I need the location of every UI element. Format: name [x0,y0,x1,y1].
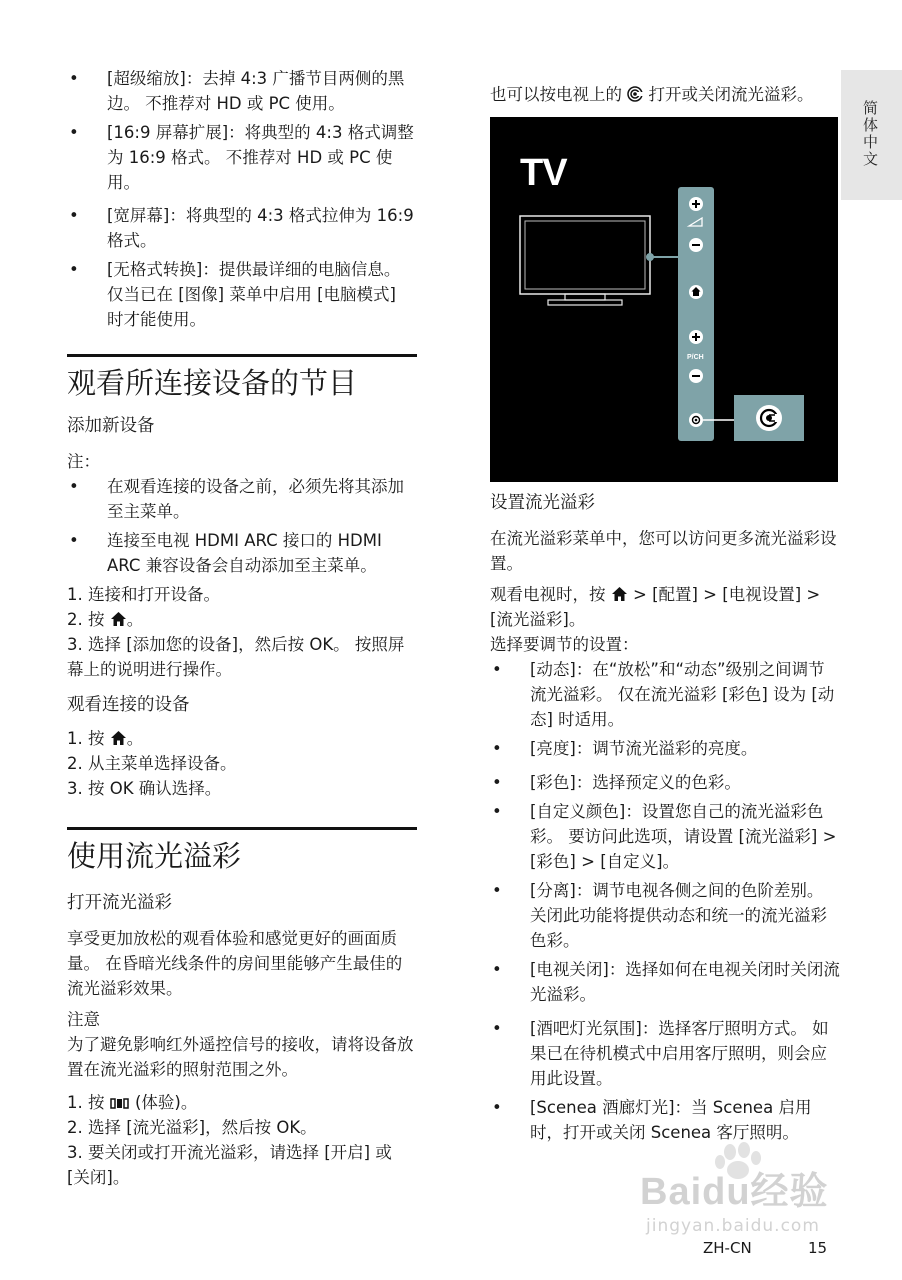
list-item: • 连接至电视 HDMI ARC 接口的 HDMI ARC 兼容设备会自动添加至主菜单。 [67,528,417,578]
watermark-brand: Baidu经验 [640,1171,829,1213]
step-text-part: 2. 按 [67,610,110,629]
tv-label: TV [520,152,567,194]
right-column [490,82,840,1149]
language-tab-label: 简体中文 [861,100,879,168]
step-text-part: 。 [126,729,144,748]
step-text: 2. 从主菜单选择设备。 [67,754,237,773]
channel-plus-icon [689,330,703,344]
experience-icon [110,1097,130,1110]
ambilight-settings-list [490,657,840,1145]
ambilight-button-small-icon [689,413,703,427]
paragraph-part: 观看电视时，按 [490,585,611,604]
caution-label: 注意 [67,1010,100,1029]
step-text [67,1090,417,1115]
tv-illustration [490,117,838,482]
list-item: • [自定义颜色]：设置您自己的流光溢彩色彩。 要访问此选项，请设置 [流光溢彩] > [彩色] > [自定义]。 [490,799,840,874]
note-label: 注： [67,452,100,471]
list-item: • [动态]：在“放松”和“动态”级别之间调节流光溢彩。 仅在流光溢彩 [彩色] 设为 [动态] 时适用。 [490,657,840,732]
paragraph-part: > [配置] > [电视设置] > [流光溢彩]。 [490,585,821,629]
watermark-url: jingyan.baidu.com [646,1216,820,1236]
subheading-watch-device: 观看连接的设备 [67,695,190,715]
subheading-ambilight-settings: 设置流光溢彩 [490,493,595,513]
step-text [67,726,417,751]
step-text-part: 。 [126,610,144,629]
list-item: • [超级缩放]：去掉 4:3 广播节目两侧的黑边。 不推荐对 HD 或 PC 使用。 [67,66,417,116]
list-item: • [宽屏幕]：将典型的 4:3 格式拉伸为 16:9 格式。 [67,203,417,253]
volume-plus-icon [689,197,703,211]
left-column [67,66,417,1190]
list-item: • [16:9 屏幕扩展]：将典型的 4:3 格式调整为 16:9 格式。 不推荐对 HD 或 PC 使用。 [67,120,417,195]
list-item: • 在观看连接的设备之前，必须先将其添加至主菜单。 [67,474,417,524]
page-number: 15 [808,1239,828,1257]
subheading-turn-on-ambilight: 打开流光溢彩 [67,893,172,913]
watermark [640,1150,850,1236]
section-title-connected-devices: 观看所连接设备的节目 [67,354,417,411]
step-text-part: (体验)。 [129,1093,198,1112]
list-item: • [分离]：调节电视各侧之间的色阶差别。 关闭此功能将提供动态和统一的流光溢彩色彩。 [490,878,840,953]
step-text-part: 1. 按 [67,729,110,748]
channel-minus-icon [689,369,703,383]
footer-lang: ZH-CN [703,1239,752,1257]
list-item: • [无格式转换]：提供最详细的电脑信息。 仅当已在 [图像] 菜单中启用 [电脑模式] 时才能使用。 [67,257,417,332]
step-text: 3. 按 OK 确认选择。 [67,779,222,798]
caution-text: 为了避免影响红外遥控信号的接收，请将设备放置在流光溢彩的照射范围之外。 [67,1035,414,1079]
aspect-format-list [67,66,417,332]
ambilight-icon [627,86,643,102]
paragraph-part: 也可以按电视上的 [490,85,628,104]
tv-stand [565,294,605,300]
step-text-part: 1. 按 [67,1093,110,1112]
home-icon [611,586,628,602]
list-item: • [电视关闭]：选择如何在电视关闭时关闭流光溢彩。 [490,957,840,1007]
control-strip [678,187,714,441]
step-text: 3. 要关闭或打开流光溢彩，请选择 [开启] 或 [关闭]。 [67,1143,392,1187]
paragraph: 享受更加放松的观看体验和感觉更好的画面质量。 在昏暗光线条件的房间里能够产生最佳的流光溢彩效果。 [67,929,403,998]
list-item: • [酒吧灯光氛围]：选择客厅照明方式。 如果已在待机模式中启用客厅照明，则会应用此设置。 [490,1016,840,1091]
paragraph [490,582,840,632]
tv-screen [520,216,650,294]
pch-label: P/CH [687,354,704,361]
home-button-icon [689,285,703,299]
subheading-add-device: 添加新设备 [67,416,155,436]
volume-minus-icon [689,238,703,252]
language-side-tab [841,70,902,200]
tv-control-diagram [490,117,838,482]
paragraph-part: 打开或关闭流光溢彩。 [643,85,814,104]
paragraph: 在流光溢彩菜单中，您可以访问更多流光溢彩设置。 [490,529,837,573]
step-text: 3. 选择 [添加您的设备]，然后按 OK。 按照屏幕上的说明进行操作。 [67,635,405,679]
list-item: • [Scenea 酒廊灯光]：当 Scenea 启用时，打开或关闭 Scenea 客厅照明。 [490,1095,840,1145]
step-text: 2. 选择 [流光溢彩]，然后按 OK。 [67,1118,317,1137]
step-text: 1. 连接和打开设备。 [67,585,220,604]
paragraph [490,82,840,107]
section-title-ambilight: 使用流光溢彩 [67,827,417,884]
paragraph: 选择要调节的设置： [490,635,639,654]
list-item: • [彩色]：选择预定义的色彩。 [490,770,840,795]
list-item: • [亮度]：调节流光溢彩的亮度。 [490,736,840,761]
step-text [67,607,417,632]
home-icon [110,611,127,627]
note-list [67,474,417,578]
ambilight-large-icon [756,405,782,431]
home-icon [110,730,127,746]
